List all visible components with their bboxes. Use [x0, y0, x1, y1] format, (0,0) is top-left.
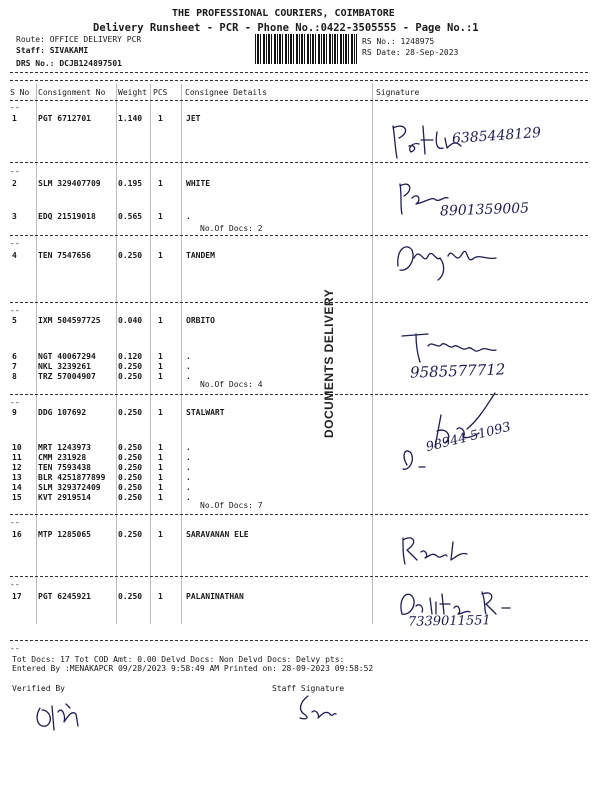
col-header-consignee: Consignee Details	[185, 88, 267, 97]
row-pcs: 1	[158, 114, 163, 123]
row-pcs: 1	[158, 362, 163, 371]
row-consignment: PGT 6712701	[38, 114, 91, 123]
barcode	[255, 34, 357, 64]
rs-date: RS Date: 28-Sep-2023	[362, 48, 459, 57]
row-weight: 0.250	[118, 493, 143, 502]
docs-count-note: No.Of Docs: 2	[200, 224, 263, 233]
row-weight: 0.250	[118, 473, 143, 482]
row-sno: 5	[12, 316, 17, 325]
row-consignment: NGT 40067294	[38, 352, 96, 361]
entered-by-line: Entered By :MENAKAPCR 09/28/2023 9:58:49 AM Printed on: 28-09-2023 09:58:52	[12, 664, 374, 673]
row-weight: 0.250	[118, 530, 143, 539]
row-consignee: .	[186, 483, 191, 492]
row-sno: 1	[12, 114, 17, 123]
row-sno: 16	[12, 530, 22, 539]
row-pcs: 1	[158, 408, 163, 417]
divider	[10, 576, 588, 577]
row-pcs: 1	[158, 463, 163, 472]
row-sno: 7	[12, 362, 17, 371]
row-consignment: NKL 3239261	[38, 362, 91, 371]
row-consignee: PALANINATHAN	[186, 592, 244, 601]
company-name: THE PROFESSIONAL COURIERS, COIMBATORE	[172, 8, 395, 19]
row-consignment: SLM 329372409	[38, 483, 101, 492]
row-consignment: TRZ 57004907	[38, 372, 96, 381]
row-weight: 0.250	[118, 592, 143, 601]
docs-count-note: No.Of Docs: 4	[200, 380, 263, 389]
divider	[10, 72, 588, 73]
row-consignee: SARAVANAN ELE	[186, 530, 249, 539]
column-divider	[116, 84, 117, 624]
col-header-pcs: PCS	[153, 88, 168, 97]
signature-6	[395, 530, 475, 570]
row-consignee: .	[186, 463, 191, 472]
row-weight: 0.250	[118, 408, 143, 417]
row-pcs: 1	[158, 179, 163, 188]
row-sno: 17	[12, 592, 22, 601]
row-weight: 1.140	[118, 114, 143, 123]
staff-signature	[290, 690, 340, 724]
row-weight: 0.195	[118, 179, 143, 188]
dash-mark: --	[10, 518, 20, 527]
row-weight: 0.250	[118, 372, 143, 381]
row-consignment: BLR 4251877899	[38, 473, 106, 482]
row-consignment: IXM 504597725	[38, 316, 101, 325]
row-consignee: .	[186, 352, 191, 361]
totals-line: Tot Docs: 17 Tot COD Amt: 0.00 Delvd Docs: Non Delvd Docs: Delvy pts:	[12, 655, 345, 664]
row-consignee: .	[186, 493, 191, 502]
row-pcs: 1	[158, 473, 163, 482]
row-weight: 0.250	[118, 251, 143, 260]
row-consignment: TEN 7593438	[38, 463, 91, 472]
dash-mark: --	[10, 239, 20, 248]
dash-mark: --	[10, 398, 20, 407]
row-sno: 10	[12, 443, 22, 452]
row-sno: 13	[12, 473, 22, 482]
divider	[10, 80, 588, 81]
dash-mark: --	[10, 167, 20, 176]
row-pcs: 1	[158, 530, 163, 539]
signature-3	[392, 236, 502, 286]
row-consignment: CMM 231928	[38, 453, 87, 462]
row-weight: 0.250	[118, 443, 143, 452]
row-sno: 14	[12, 483, 22, 492]
dash-mark: --	[10, 306, 20, 315]
divider	[10, 302, 588, 303]
row-consignment: MTP 1285065	[38, 530, 91, 539]
row-consignee: .	[186, 362, 191, 371]
handwritten-phone-5: 7339011551	[407, 613, 491, 630]
col-header-sno: S No	[10, 88, 30, 97]
handwritten-phone-4: 98944 51093	[424, 419, 513, 456]
row-consignment: EDQ 21519018	[38, 212, 96, 221]
row-consignee: .	[186, 453, 191, 462]
row-weight: 0.040	[118, 316, 143, 325]
row-sno: 15	[12, 493, 22, 502]
col-header-signature: Signature	[376, 88, 420, 97]
runsheet-title: Delivery Runsheet - PCR - Phone No.:0422-3505555 - Page No.:1	[93, 22, 479, 34]
row-weight: 0.120	[118, 352, 143, 361]
row-consignment: SLM 329407709	[38, 179, 101, 188]
dash-mark: --	[10, 644, 20, 653]
verified-by-label: Verified By	[12, 684, 65, 693]
handwritten-phone-3: 9585577712	[409, 360, 506, 382]
row-pcs: 1	[158, 251, 163, 260]
route-label: Route: OFFICE DELIVERY PCR	[16, 35, 142, 44]
row-pcs: 1	[158, 352, 163, 361]
row-consignee: STALWART	[186, 408, 225, 417]
divider	[10, 100, 588, 101]
handwritten-phone-2: 8901359005	[439, 200, 530, 220]
documents-delivery-stamp: DOCUMENTS DELIVERY	[322, 288, 336, 438]
staff-signature-label: Staff Signature	[272, 684, 345, 693]
row-consignment: TEN 7547656	[38, 251, 91, 260]
divider	[10, 514, 588, 515]
dash-mark: --	[10, 580, 20, 589]
rs-number: RS No.: 1248975	[362, 37, 435, 46]
column-divider	[150, 84, 151, 624]
column-divider	[181, 84, 182, 624]
drs-number: DRS No.: DCJB124897501	[16, 59, 122, 68]
row-sno: 6	[12, 352, 17, 361]
row-consignee: .	[186, 212, 191, 221]
verifier-signature	[28, 696, 88, 736]
column-divider	[36, 84, 37, 624]
divider	[10, 640, 588, 641]
row-consignment: DDG 107692	[38, 408, 87, 417]
docs-count-note: No.Of Docs: 7	[200, 501, 263, 510]
row-sno: 4	[12, 251, 17, 260]
row-consignee: JET	[186, 114, 201, 123]
row-weight: 0.250	[118, 483, 143, 492]
row-weight: 0.250	[118, 362, 143, 371]
row-sno: 12	[12, 463, 22, 472]
row-pcs: 1	[158, 592, 163, 601]
row-pcs: 1	[158, 453, 163, 462]
row-consignment: MRT 1243973	[38, 443, 91, 452]
row-pcs: 1	[158, 493, 163, 502]
staff-label: Staff: SIVAKAMI	[16, 46, 89, 55]
row-consignee: .	[186, 443, 191, 452]
row-weight: 0.250	[118, 453, 143, 462]
row-pcs: 1	[158, 443, 163, 452]
row-consignee: WHITE	[186, 179, 211, 188]
row-sno: 11	[12, 453, 22, 462]
row-sno: 9	[12, 408, 17, 417]
row-weight: 0.250	[118, 463, 143, 472]
row-consignment: PGT 6245921	[38, 592, 91, 601]
row-consignee: ORBITO	[186, 316, 215, 325]
row-consignment: KVT 2919514	[38, 493, 91, 502]
row-consignee: TANDEM	[186, 251, 215, 260]
row-pcs: 1	[158, 316, 163, 325]
row-consignee: .	[186, 372, 191, 381]
col-header-consignment: Consignment No	[38, 88, 106, 97]
divider	[10, 162, 588, 163]
row-pcs: 1	[158, 372, 163, 381]
dash-mark: --	[10, 103, 20, 112]
row-pcs: 1	[158, 483, 163, 492]
col-header-weight: Weight	[118, 88, 147, 97]
row-sno: 3	[12, 212, 17, 221]
handwritten-phone-1: 6385448129	[451, 124, 542, 148]
row-pcs: 1	[158, 212, 163, 221]
row-consignee: .	[186, 473, 191, 482]
row-weight: 0.565	[118, 212, 143, 221]
row-sno: 8	[12, 372, 17, 381]
column-divider	[372, 84, 373, 624]
row-sno: 2	[12, 179, 17, 188]
